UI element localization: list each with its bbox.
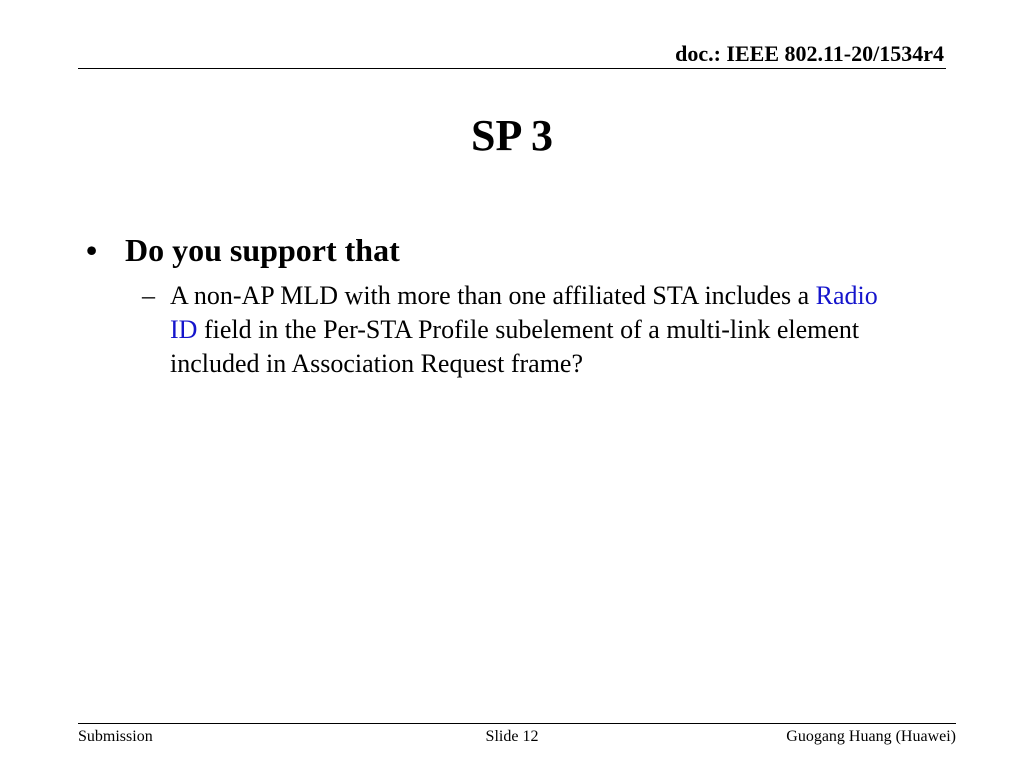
footer-slide-number: Slide 12 [485,728,539,745]
bullet-question [86,230,400,270]
header-divider [78,68,946,69]
sub-bullet-text-start: A non-AP MLD with more than one affiliated STA includes a [170,281,816,310]
bullet-icon: • [86,232,98,268]
slide-title: SP 3 [471,111,553,160]
sub-bullet-text-end: field in the Per-STA Profile subelement of a multi-link element included in Association Request frame? [170,315,860,378]
sub-bullet-text [170,279,910,381]
bullet-question-text: Do you support that [125,232,400,268]
footer-author: Guogang Huang (Huawei) [786,728,956,745]
document-id: doc.: IEEE 802.11-20/1534r4 [675,41,944,66]
sub-bullet [130,279,910,381]
dash-icon: – [142,281,155,310]
footer-divider [78,723,956,724]
radio-id-highlight: Radio ID [170,281,878,344]
footer-submission: Submission [78,728,153,745]
